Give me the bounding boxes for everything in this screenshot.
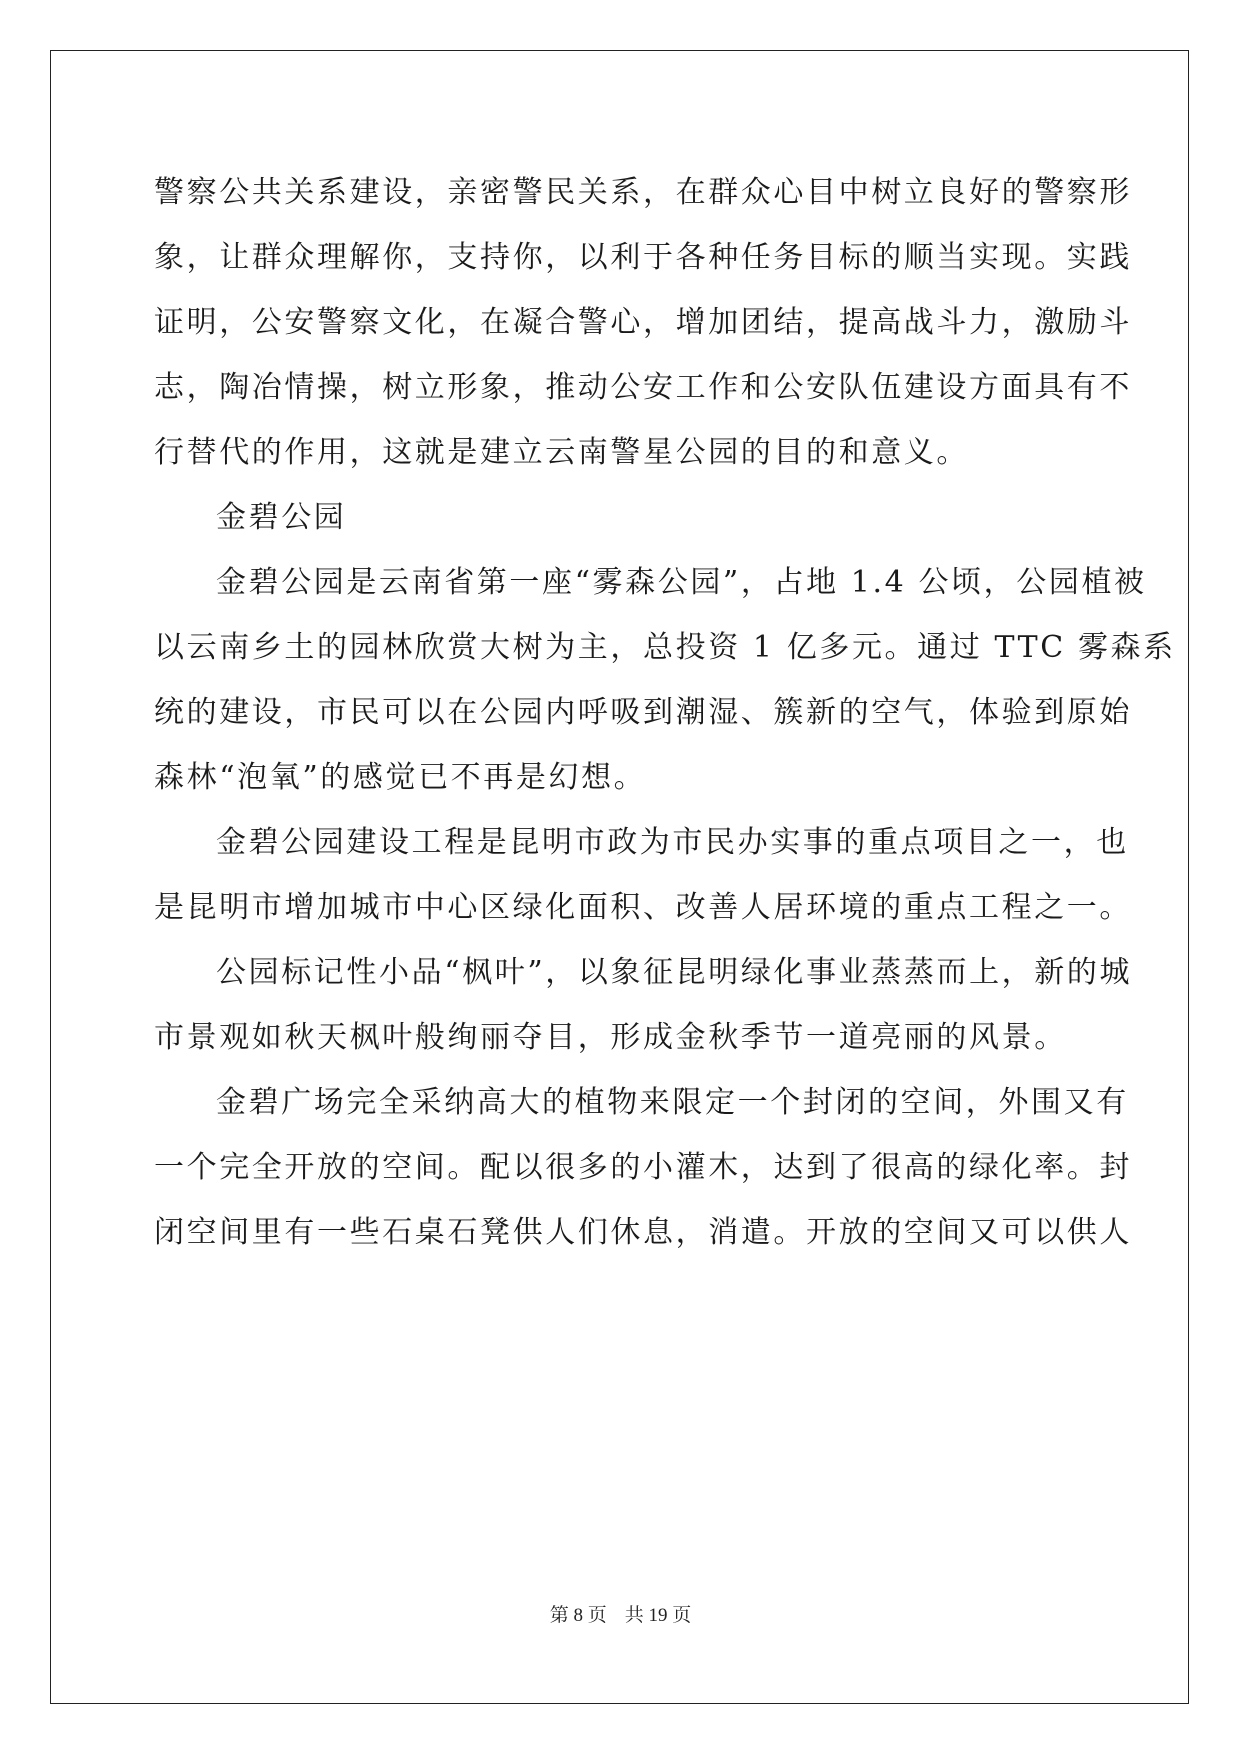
text-line: 闭空间里有一些石桌石凳供人们休息，消遣。开放的空间又可以供人 xyxy=(154,1215,1132,1250)
text-line: 公园标记性小品“枫叶”，以象征昆明绿化事业蒸蒸而上，新的城 xyxy=(216,955,1133,990)
text-line: 证明，公安警察文化，在凝合警心，增加团结，提高战斗力，激励斗 xyxy=(154,305,1132,340)
text-line: 金碧公园建设工程是昆明市政为市民办实事的重点项目之一，也 xyxy=(216,825,1129,860)
text-line: 是昆明市增加城市中心区绿化面积、改善人居环境的重点工程之一。 xyxy=(154,890,1132,925)
text-line: 统的建设，市民可以在公园内呼吸到潮湿、簇新的空气，体验到原始 xyxy=(154,695,1132,730)
text-line: 一个完全开放的空间。配以很多的小灌木，达到了很高的绿化率。封 xyxy=(154,1150,1132,1185)
text-line: 金碧广场完全采纳高大的植物来限定一个封闭的空间，外围又有 xyxy=(216,1085,1129,1120)
text-line: 森林“泡氧”的感觉已不再是幻想。 xyxy=(154,760,647,795)
page-total: 共 19 页 xyxy=(624,1605,692,1626)
page-number: 第 8 页 xyxy=(549,1605,607,1626)
page-footer xyxy=(0,1600,1241,1627)
text-line: 象，让群众理解你，支持你，以利于各种任务目标的顺当实现。实践 xyxy=(154,240,1132,275)
text-line: 以云南乡土的园林欣赏大树为主，总投资 1 亿多元。通过 TTC 雾森系 xyxy=(154,630,1176,665)
text-line: 志，陶冶情操，树立形象，推动公安工作和公安队伍建设方面具有不 xyxy=(154,370,1132,405)
text-line: 金碧公园是云南省第一座“雾森公园”，占地 1.4 公顷，公园植被 xyxy=(216,565,1147,600)
text-line: 行替代的作用，这就是建立云南警星公园的目的和意义。 xyxy=(154,435,969,470)
section-heading: 金碧公园 xyxy=(216,500,347,535)
text-line: 市景观如秋天枫叶般绚丽夺目，形成金秋季节一道亮丽的风景。 xyxy=(154,1020,1067,1055)
document-body xyxy=(154,160,1176,1265)
text-line: 警察公共关系建设，亲密警民关系，在群众心目中树立良好的警察形 xyxy=(154,175,1132,210)
